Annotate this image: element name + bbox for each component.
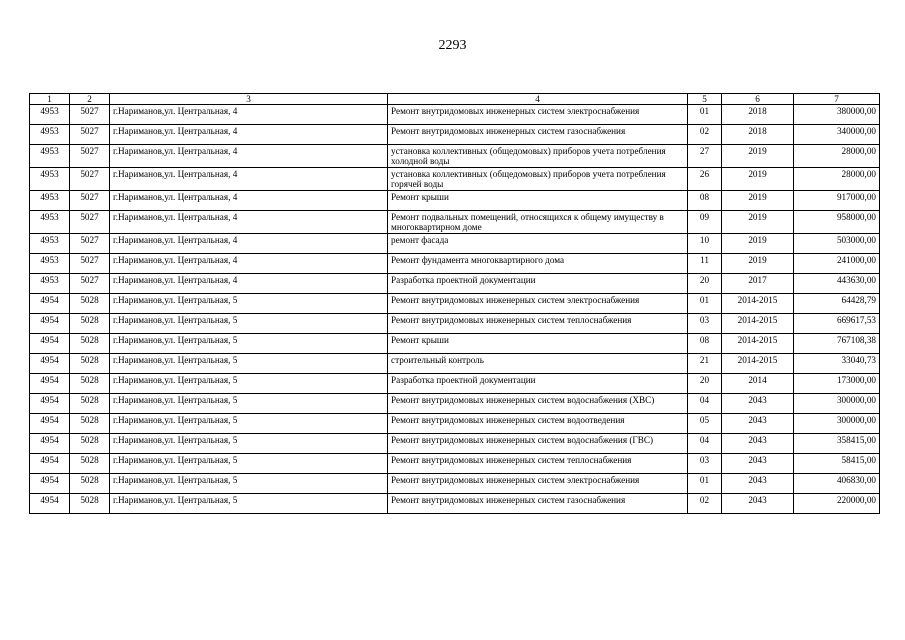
cell-address: г.Нариманов,ул. Центральная, 4 xyxy=(110,125,388,145)
cell-cost: 917000,00 xyxy=(794,191,880,211)
cell-house-id: 5027 xyxy=(70,168,110,191)
table-row xyxy=(30,374,880,394)
cell-year: 2014-2015 xyxy=(722,294,794,314)
cell-work-code: 01 xyxy=(688,474,722,494)
cell-cost: 28000,00 xyxy=(794,168,880,191)
cell-year: 2014-2015 xyxy=(722,334,794,354)
table-row xyxy=(30,211,880,234)
cell-year: 2043 xyxy=(722,434,794,454)
cell-house-id: 5027 xyxy=(70,234,110,254)
cell-address: г.Нариманов,ул. Центральная, 5 xyxy=(110,394,388,414)
cell-house-id: 5028 xyxy=(70,314,110,334)
table-row xyxy=(30,274,880,294)
column-header: 4 xyxy=(388,94,688,105)
cell-year: 2043 xyxy=(722,474,794,494)
cell-house-id: 5028 xyxy=(70,414,110,434)
cell-year: 2014-2015 xyxy=(722,354,794,374)
cell-work-type: Ремонт крыши xyxy=(388,334,688,354)
cell-record-id: 4953 xyxy=(30,254,70,274)
cell-work-type: ремонт фасада xyxy=(388,234,688,254)
cell-address: г.Нариманов,ул. Центральная, 4 xyxy=(110,168,388,191)
cell-work-type: строительный контроль xyxy=(388,354,688,374)
cell-address: г.Нариманов,ул. Центральная, 4 xyxy=(110,105,388,125)
cell-record-id: 4953 xyxy=(30,211,70,234)
cell-work-code: 08 xyxy=(688,334,722,354)
cell-work-type: установка коллективных (общедомовых) приборов учета потребления холодной воды xyxy=(388,145,688,168)
cell-work-code: 04 xyxy=(688,394,722,414)
cell-year: 2017 xyxy=(722,274,794,294)
cell-cost: 28000,00 xyxy=(794,145,880,168)
table-row xyxy=(30,254,880,274)
cell-cost: 300000,00 xyxy=(794,414,880,434)
cell-address: г.Нариманов,ул. Центральная, 5 xyxy=(110,374,388,394)
table-row xyxy=(30,394,880,414)
cell-cost: 220000,00 xyxy=(794,494,880,514)
column-number-row xyxy=(30,94,880,105)
cell-work-code: 02 xyxy=(688,494,722,514)
cell-cost: 173000,00 xyxy=(794,374,880,394)
cell-record-id: 4954 xyxy=(30,474,70,494)
cell-work-code: 11 xyxy=(688,254,722,274)
cell-cost: 503000,00 xyxy=(794,234,880,254)
column-header: 6 xyxy=(722,94,794,105)
cell-year: 2043 xyxy=(722,394,794,414)
cell-cost: 300000,00 xyxy=(794,394,880,414)
cell-work-code: 04 xyxy=(688,434,722,454)
cell-address: г.Нариманов,ул. Центральная, 5 xyxy=(110,494,388,514)
cell-work-type: Ремонт внутридомовых инженерных систем электроснабжения xyxy=(388,294,688,314)
cell-cost: 443630,00 xyxy=(794,274,880,294)
cell-house-id: 5028 xyxy=(70,394,110,414)
cell-year: 2019 xyxy=(722,168,794,191)
cell-work-type: Ремонт внутридомовых инженерных систем электроснабжения xyxy=(388,474,688,494)
cell-year: 2018 xyxy=(722,125,794,145)
cell-address: г.Нариманов,ул. Центральная, 5 xyxy=(110,294,388,314)
cell-work-code: 20 xyxy=(688,374,722,394)
column-header: 7 xyxy=(794,94,880,105)
cell-address: г.Нариманов,ул. Центральная, 5 xyxy=(110,434,388,454)
cell-cost: 340000,00 xyxy=(794,125,880,145)
cell-work-code: 01 xyxy=(688,105,722,125)
cell-work-type: установка коллективных (общедомовых) приборов учета потребления горячей воды xyxy=(388,168,688,191)
cell-address: г.Нариманов,ул. Центральная, 4 xyxy=(110,191,388,211)
table-row xyxy=(30,334,880,354)
page-number: 2293 xyxy=(438,38,467,53)
cell-record-id: 4953 xyxy=(30,168,70,191)
cell-house-id: 5027 xyxy=(70,191,110,211)
table-row xyxy=(30,234,880,254)
table-row xyxy=(30,434,880,454)
cell-work-type: Ремонт фундамента многоквартирного дома xyxy=(388,254,688,274)
table-row xyxy=(30,191,880,211)
cell-record-id: 4953 xyxy=(30,145,70,168)
table-row xyxy=(30,145,880,168)
cell-year: 2018 xyxy=(722,105,794,125)
table-row xyxy=(30,168,880,191)
cell-work-code: 20 xyxy=(688,274,722,294)
cell-work-type: Ремонт внутридомовых инженерных систем теплоснабжения xyxy=(388,314,688,334)
cell-cost: 33040,73 xyxy=(794,354,880,374)
cell-cost: 406830,00 xyxy=(794,474,880,494)
table-row xyxy=(30,454,880,474)
cell-work-type: Ремонт внутридомовых инженерных систем теплоснабжения xyxy=(388,454,688,474)
cell-work-type: Разработка проектной документации xyxy=(388,274,688,294)
cell-work-type: Ремонт внутридомовых инженерных систем водоснабжения (ГВС) xyxy=(388,434,688,454)
cell-house-id: 5027 xyxy=(70,274,110,294)
cell-work-type: Ремонт внутридомовых инженерных систем газоснабжения xyxy=(388,494,688,514)
cell-work-type: Ремонт внутридомовых инженерных систем газоснабжения xyxy=(388,125,688,145)
table-row xyxy=(30,474,880,494)
cell-year: 2019 xyxy=(722,191,794,211)
column-header: 1 xyxy=(30,94,70,105)
cell-record-id: 4954 xyxy=(30,454,70,474)
cell-work-code: 21 xyxy=(688,354,722,374)
cell-work-code: 02 xyxy=(688,125,722,145)
cell-record-id: 4954 xyxy=(30,434,70,454)
cell-work-code: 03 xyxy=(688,314,722,334)
cell-house-id: 5027 xyxy=(70,211,110,234)
cell-year: 2019 xyxy=(722,254,794,274)
column-header: 3 xyxy=(110,94,388,105)
cell-record-id: 4954 xyxy=(30,354,70,374)
cell-work-code: 05 xyxy=(688,414,722,434)
cell-house-id: 5028 xyxy=(70,294,110,314)
cell-cost: 58415,00 xyxy=(794,454,880,474)
column-header: 2 xyxy=(70,94,110,105)
cell-house-id: 5028 xyxy=(70,374,110,394)
cell-house-id: 5027 xyxy=(70,125,110,145)
table-row xyxy=(30,414,880,434)
table-row xyxy=(30,294,880,314)
cell-address: г.Нариманов,ул. Центральная, 5 xyxy=(110,354,388,374)
cell-year: 2014 xyxy=(722,374,794,394)
cell-record-id: 4953 xyxy=(30,125,70,145)
cell-cost: 241000,00 xyxy=(794,254,880,274)
cell-house-id: 5027 xyxy=(70,105,110,125)
column-header: 5 xyxy=(688,94,722,105)
cell-record-id: 4954 xyxy=(30,494,70,514)
cell-work-type: Разработка проектной документации xyxy=(388,374,688,394)
cell-address: г.Нариманов,ул. Центральная, 4 xyxy=(110,274,388,294)
register-table xyxy=(29,93,880,514)
cell-work-code: 27 xyxy=(688,145,722,168)
cell-address: г.Нариманов,ул. Центральная, 4 xyxy=(110,254,388,274)
table-row xyxy=(30,125,880,145)
cell-work-type: Ремонт внутридомовых инженерных систем электроснабжения xyxy=(388,105,688,125)
cell-address: г.Нариманов,ул. Центральная, 5 xyxy=(110,314,388,334)
cell-year: 2019 xyxy=(722,145,794,168)
cell-house-id: 5028 xyxy=(70,334,110,354)
cell-work-code: 01 xyxy=(688,294,722,314)
cell-year: 2043 xyxy=(722,454,794,474)
cell-cost: 380000,00 xyxy=(794,105,880,125)
table-row xyxy=(30,105,880,125)
cell-house-id: 5028 xyxy=(70,494,110,514)
cell-record-id: 4954 xyxy=(30,334,70,354)
cell-year: 2014-2015 xyxy=(722,314,794,334)
cell-work-code: 10 xyxy=(688,234,722,254)
cell-work-code: 03 xyxy=(688,454,722,474)
cell-house-id: 5028 xyxy=(70,474,110,494)
cell-record-id: 4953 xyxy=(30,105,70,125)
cell-house-id: 5028 xyxy=(70,434,110,454)
cell-cost: 958000,00 xyxy=(794,211,880,234)
table-row xyxy=(30,494,880,514)
cell-work-type: Ремонт внутридомовых инженерных систем водоснабжения (ХВС) xyxy=(388,394,688,414)
cell-record-id: 4954 xyxy=(30,294,70,314)
cell-work-type: Ремонт крыши xyxy=(388,191,688,211)
cell-cost: 358415,00 xyxy=(794,434,880,454)
cell-work-type: Ремонт внутридомовых инженерных систем водоотведения xyxy=(388,414,688,434)
cell-address: г.Нариманов,ул. Центральная, 5 xyxy=(110,454,388,474)
cell-address: г.Нариманов,ул. Центральная, 4 xyxy=(110,211,388,234)
cell-address: г.Нариманов,ул. Центральная, 4 xyxy=(110,234,388,254)
cell-cost: 669617,53 xyxy=(794,314,880,334)
cell-house-id: 5028 xyxy=(70,354,110,374)
cell-house-id: 5028 xyxy=(70,454,110,474)
register-body xyxy=(30,94,880,514)
table-row xyxy=(30,354,880,374)
cell-year: 2019 xyxy=(722,211,794,234)
cell-record-id: 4954 xyxy=(30,414,70,434)
table-row xyxy=(30,314,880,334)
cell-cost: 767108,38 xyxy=(794,334,880,354)
cell-work-code: 26 xyxy=(688,168,722,191)
cell-record-id: 4953 xyxy=(30,191,70,211)
cell-record-id: 4954 xyxy=(30,374,70,394)
cell-address: г.Нариманов,ул. Центральная, 5 xyxy=(110,474,388,494)
cell-year: 2043 xyxy=(722,414,794,434)
cell-address: г.Нариманов,ул. Центральная, 4 xyxy=(110,145,388,168)
cell-record-id: 4954 xyxy=(30,394,70,414)
cell-record-id: 4953 xyxy=(30,274,70,294)
cell-house-id: 5027 xyxy=(70,254,110,274)
cell-address: г.Нариманов,ул. Центральная, 5 xyxy=(110,334,388,354)
cell-work-type: Ремонт подвальных помещений, относящихся к общему имуществу в многоквартирном доме xyxy=(388,211,688,234)
cell-address: г.Нариманов,ул. Центральная, 5 xyxy=(110,414,388,434)
cell-year: 2019 xyxy=(722,234,794,254)
cell-record-id: 4953 xyxy=(30,234,70,254)
cell-work-code: 09 xyxy=(688,211,722,234)
cell-house-id: 5027 xyxy=(70,145,110,168)
cell-cost: 64428,79 xyxy=(794,294,880,314)
cell-record-id: 4954 xyxy=(30,314,70,334)
cell-year: 2043 xyxy=(722,494,794,514)
cell-work-code: 08 xyxy=(688,191,722,211)
